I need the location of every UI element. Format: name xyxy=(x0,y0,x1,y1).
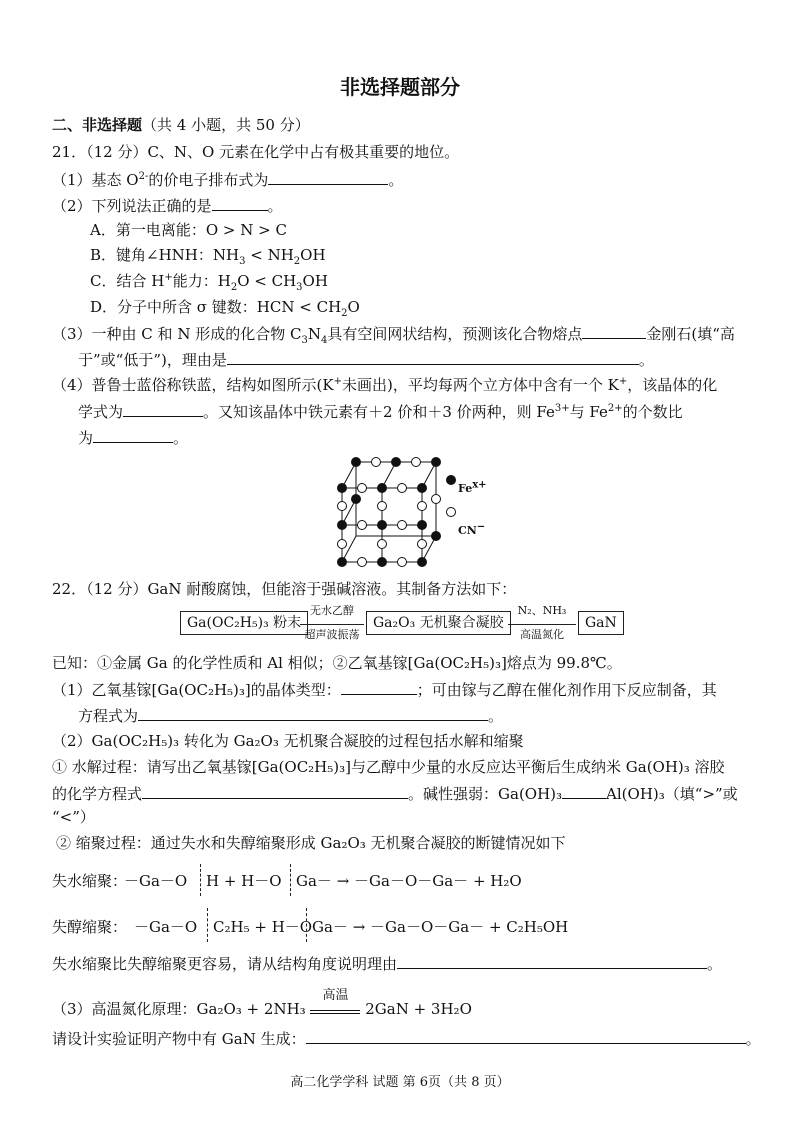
flow-arrow1-top: 无水乙醇 xyxy=(310,604,354,617)
q22-design xyxy=(52,1027,761,1050)
p3d: 金刚石(填“高 xyxy=(646,325,735,343)
q21-part4-line3 xyxy=(78,426,188,449)
p4d: 学式为 xyxy=(78,403,124,421)
figure-label-cn xyxy=(458,520,485,542)
q22-part2: （2）Ga(OC₂H₅)₃ 转化为 Ga₂O₃ 无机聚合凝胶的过程包括水解和缩聚 xyxy=(52,732,524,750)
punct: 。 xyxy=(388,171,404,189)
flow-box-gel: Ga₂O₃ 无机聚合凝胶 xyxy=(366,611,511,635)
q21-part2-text: （2）下列说法正确的是 xyxy=(52,197,212,215)
crystal-structure-figure xyxy=(320,450,490,570)
answer-blank[interactable] xyxy=(306,1027,746,1044)
flow-arrow2-bottom: 高温氮化 xyxy=(520,628,564,641)
cn-label: CN xyxy=(458,524,477,537)
flow-arrow2 xyxy=(508,624,576,625)
eq2-label: 失醇缩聚： xyxy=(52,918,128,936)
answer-blank[interactable] xyxy=(562,782,606,799)
q22p1c: 方程式为 xyxy=(78,707,139,725)
eq1-mid2: Ga－ → －Ga－O－Ga－ + H₂O xyxy=(296,872,522,890)
bond-break-line xyxy=(306,908,307,942)
reaction-condition-text: 高温 xyxy=(322,988,349,1003)
option-c-tail: O < CH xyxy=(237,272,297,290)
punct: 。 xyxy=(488,707,504,725)
section-heading xyxy=(52,114,310,136)
answer-blank[interactable] xyxy=(268,168,388,185)
p4c: ，该晶体的化 xyxy=(627,376,718,394)
p3c: 具有空间网状结构，预测该化合物熔点 xyxy=(327,325,583,343)
bond-break-line xyxy=(207,908,208,942)
p3a: （3）一种由 C 和 N 形成的化合物 C xyxy=(52,325,302,343)
cn-label-sup: − xyxy=(476,521,486,533)
p4e: 。又知该晶体中铁元素有＋2 价和＋3 价两种，则 Fe xyxy=(203,403,555,421)
option-c-mid: 能力：H xyxy=(172,272,231,290)
option-d-pre: D．分子中所含 σ 键数：HCN < CH xyxy=(90,298,342,316)
q22-part2-2: ② 缩聚过程：通过失水和失醇缩聚形成 Ga₂O₃ 无机聚合凝胶的断键情况如下 xyxy=(56,834,566,852)
q21-part4-line2: 学式为 。又知该晶体中铁元素有＋2 价和＋3 价两种，则 $Fe^{3+}$与 $Fe^{2+}$的个数比 xyxy=(78,400,683,423)
answer-blank[interactable] xyxy=(582,322,646,339)
p4g: 的个数比 xyxy=(622,403,683,421)
p4h: 为 xyxy=(78,429,94,447)
answer-blank[interactable] xyxy=(212,194,268,211)
punct: 。 xyxy=(745,1030,761,1048)
q21-option-a: A．第一电离能：O > N > C xyxy=(90,221,287,239)
eq1-mid1: H + H－O xyxy=(206,872,282,890)
q22p21d: Al(OH)₃（填“>”或 xyxy=(606,785,738,803)
q21-part3-line1: （3）一种由 C 和 N 形成的化合物 $C_3N_4$具有空间网状结构，预测该化合物熔点 金刚石(填“高 xyxy=(52,322,735,345)
q21-part3-line2 xyxy=(78,348,654,371)
q22-part1-line1 xyxy=(52,678,717,701)
q21-option-c: C．结合 H+能力：$H_2O < CH_3OH$ xyxy=(90,272,328,293)
reaction-condition xyxy=(310,988,360,1014)
fe-label: Fe xyxy=(458,482,473,495)
q22-part1-line2 xyxy=(78,704,503,727)
p3e: 于”或“低于”)，理由是 xyxy=(78,351,227,369)
q21-part1-tail: 的价电子排布式为 xyxy=(148,171,269,189)
flow-box-product: GaN xyxy=(578,611,624,635)
option-b-pre: B．键角∠HNH：NH xyxy=(90,246,240,264)
page-title: 非选择题部分 xyxy=(340,75,460,99)
q21-part1-text: （1）基态 O xyxy=(52,171,139,189)
q22-known: 已知：①金属 Ga 的化学性质和 Al 相似；②乙氧基镓[Ga(OC₂H₅)₃]熔点为 99.8℃。 xyxy=(52,654,622,672)
q22-part2-1-line2 xyxy=(52,782,738,805)
bond-break-line xyxy=(290,864,291,896)
eq1-left: －Ga－O xyxy=(124,872,188,890)
q22-reason xyxy=(52,952,722,975)
q22-part2-1-line1: ① 水解过程：请写出乙氧基镓[Ga(OC₂H₅)₃]与乙醇中少量的水反应达平衡后生成纳米 Ga(OH)₃ 溶胶 xyxy=(52,758,725,776)
q22p1b: ；可由镓与乙醇在催化剂作用下反应制备，其 xyxy=(416,681,717,699)
answer-blank[interactable] xyxy=(397,952,707,969)
page-footer: 高二化学学科 试题 第 6页（共 8 页） xyxy=(290,1075,510,1090)
q22-part3 xyxy=(52,988,472,1020)
answer-blank[interactable] xyxy=(123,400,203,417)
p3b: N xyxy=(307,325,321,343)
q22-intro: 22．（12 分）GaN 耐酸腐蚀，但能溶于强碱溶液。其制备方法如下： xyxy=(52,580,517,598)
q22p1a: （1）乙氧基镓[Ga(OC₂H₅)₃]的晶体类型： xyxy=(52,681,341,699)
answer-blank[interactable] xyxy=(142,782,408,799)
option-b-tail: OH xyxy=(300,246,326,264)
q22p3b: 2GaN + 3H₂O xyxy=(365,1000,472,1018)
punct: 。 xyxy=(707,955,723,973)
q21-part1-sup: 2- xyxy=(138,171,149,182)
figure-label-fe xyxy=(458,478,487,500)
p4f: 与 Fe xyxy=(569,403,608,421)
p4b: 未画出)，平均每两个立方体中含有一个 K xyxy=(342,376,619,394)
eq2-mid1: C₂H₅ + H－O xyxy=(213,918,313,936)
q22p21c: 。碱性强弱：Ga(OH)₃ xyxy=(408,785,563,803)
q21-option-b: B．键角∠HNH：$NH_3 < NH_2OH$ xyxy=(90,246,326,267)
option-b-mid: < NH xyxy=(245,246,294,264)
eq2-left: －Ga－O xyxy=(134,918,198,936)
q21-option-d: D．分子中所含 σ 键数：HCN < $CH_2O$ xyxy=(90,298,360,319)
q22-design-text: 请设计实验证明产物中有 GaN 生成： xyxy=(52,1030,306,1048)
q21-intro: 21．（12 分）C、N、O 元素在化学中占有极其重要的地位。 xyxy=(52,143,460,161)
answer-blank[interactable] xyxy=(227,348,639,365)
q21-part1 xyxy=(52,168,403,191)
answer-blank[interactable] xyxy=(138,704,488,721)
punct: 。 xyxy=(173,429,189,447)
option-d-tail: O xyxy=(347,298,360,316)
bond-break-line xyxy=(200,864,201,896)
p4a: （4）普鲁士蓝俗称铁蓝，结构如图所示(K xyxy=(52,376,334,394)
q21-part2 xyxy=(52,194,283,217)
fe-label-sup: x+ xyxy=(472,479,487,491)
q22p21b: 的化学方程式 xyxy=(52,785,143,803)
punct: 。 xyxy=(267,197,283,215)
q21-part4-line1: （4）普鲁士蓝俗称铁蓝，结构如图所示(K+未画出)，平均每两个立方体中含有一个 K+，该晶体的化 xyxy=(52,376,718,394)
q22p3a: （3）高温氮化原理：Ga₂O₃ + 2NH₃ xyxy=(52,1000,306,1018)
flow-box-reactant: Ga(OC₂H₅)₃ 粉末 xyxy=(180,611,308,635)
flow-arrow1 xyxy=(300,624,364,625)
q22-part2-1-line3: “<”） xyxy=(52,808,95,826)
section-heading-note: （共 4 小题，共 50 分） xyxy=(142,116,310,134)
punct: 。 xyxy=(638,351,654,369)
option-c-end: OH xyxy=(302,272,328,290)
section-heading-text: 二、非选择题 xyxy=(52,116,143,134)
answer-blank[interactable] xyxy=(93,426,173,443)
option-c-pre: C．结合 H xyxy=(90,272,165,290)
answer-blank[interactable] xyxy=(341,678,417,695)
eq1-label: 失水缩聚： xyxy=(52,872,128,890)
eq2-mid2: Ga－ → －Ga－O－Ga－ + C₂H₅OH xyxy=(312,918,569,936)
flow-arrow2-top: N₂、NH₃ xyxy=(517,604,567,617)
q22-reason-text: 失水缩聚比失醇缩聚更容易，请从结构角度说明理由 xyxy=(52,955,398,973)
flow-arrow1-bottom: 超声波振荡 xyxy=(304,628,360,641)
